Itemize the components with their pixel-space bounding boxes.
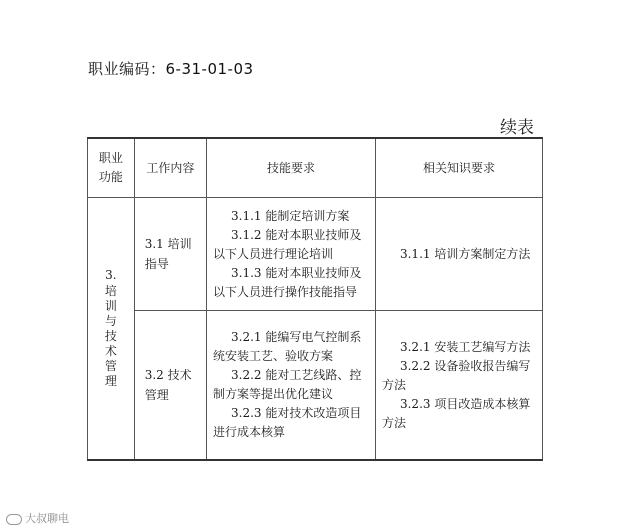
header-skill: 技能要求 (207, 138, 376, 198)
header-function: 职业功能 (88, 138, 135, 198)
skills-table (87, 137, 543, 461)
header-knowledge: 相关知识要求 (375, 138, 542, 198)
skill-item: 3.1.2 能对本职业技师及以下人员进行理论培训 (213, 227, 362, 261)
table-row (88, 198, 543, 311)
knowledge-item: 3.2.2 设备验收报告编写方法 (381, 358, 531, 392)
function-cell (88, 198, 135, 461)
skill-item: 3.2.2 能对工艺线路、控制方案等提出优化建议 (213, 368, 362, 401)
knowledge-item: 3.2.1 安装工艺编写方法 (399, 339, 531, 354)
skill-cell (207, 198, 376, 311)
work-cell: 3.1 培训指导 (134, 198, 206, 311)
skill-item: 3.2.3 能对技术改造项目进行成本核算 (213, 406, 362, 439)
continued-label: 续表 (500, 118, 534, 138)
function-number: 3. (105, 268, 117, 282)
work-cell: 3.2 技术管理 (134, 311, 206, 461)
skill-item: 3.1.1 能制定培训方案 (231, 208, 350, 223)
watermark (6, 510, 69, 526)
table-row (88, 311, 543, 461)
knowledge-item: 3.1.1 培训方案制定方法 (399, 246, 531, 261)
skill-cell (207, 311, 376, 461)
watermark-text: 大叔聊电 (25, 512, 69, 525)
occupation-code: 职业编码：6-31-01-03 (88, 60, 254, 78)
table-header-row (88, 138, 543, 198)
function-name: 培训与技术管理 (104, 284, 117, 388)
watermark-logo-icon (6, 514, 22, 525)
header-work: 工作内容 (134, 138, 206, 198)
knowledge-cell (375, 311, 542, 461)
knowledge-item: 3.2.3 项目改造成本核算方法 (381, 396, 531, 430)
knowledge-cell (375, 198, 542, 311)
skill-item: 3.2.1 能编写电气控制系统安装工艺、验收方案 (213, 330, 362, 363)
skill-item: 3.1.3 能对本职业技师及以下人员进行操作技能指导 (213, 265, 362, 299)
